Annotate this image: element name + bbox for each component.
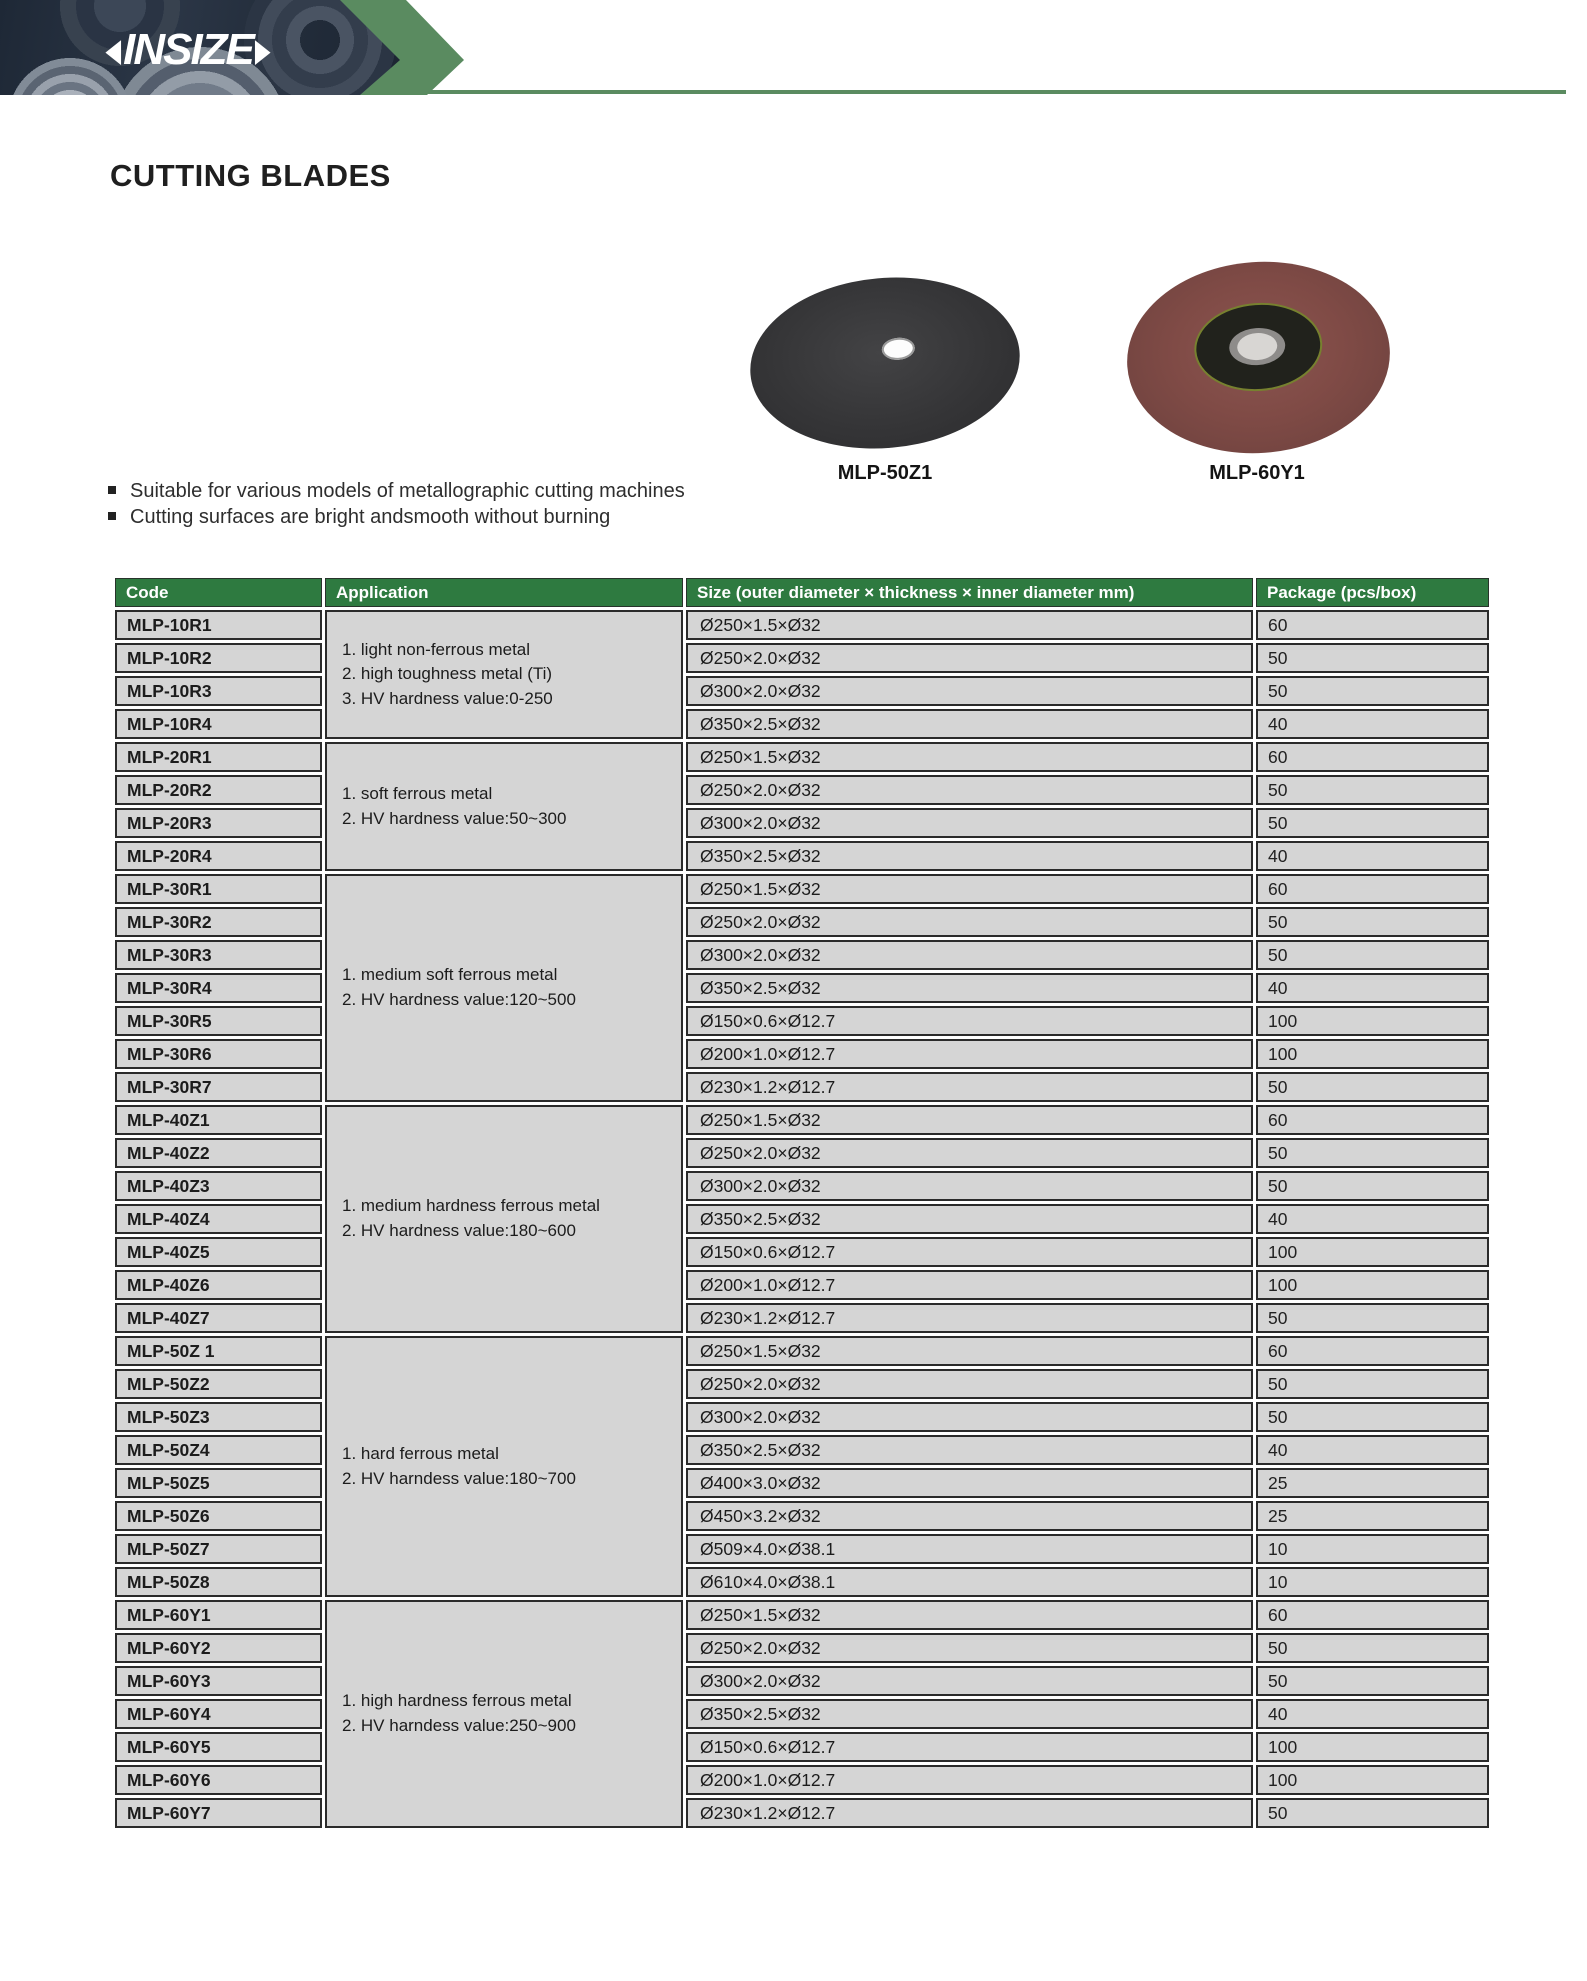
code-cell: MLP-50Z2 — [115, 1369, 322, 1399]
table-row — [115, 1633, 1489, 1663]
code-cell: MLP-50Z6 — [115, 1501, 322, 1531]
size-cell: Ø300×2.0×Ø32 — [686, 1666, 1253, 1696]
size-cell: Ø350×2.5×Ø32 — [686, 709, 1253, 739]
bullet-item — [108, 504, 685, 530]
code-cell: MLP-60Y2 — [115, 1633, 322, 1663]
application-line: 1. soft ferrous metal — [342, 783, 493, 803]
size-cell: Ø150×0.6×Ø12.7 — [686, 1237, 1253, 1267]
package-cell: 50 — [1256, 676, 1489, 706]
size-cell: Ø200×1.0×Ø12.7 — [686, 1039, 1253, 1069]
code-cell: MLP-40Z7 — [115, 1303, 322, 1333]
package-cell: 25 — [1256, 1501, 1489, 1531]
size-cell: Ø300×2.0×Ø32 — [686, 1402, 1253, 1432]
table-row — [115, 1567, 1489, 1597]
package-cell: 60 — [1256, 742, 1489, 772]
application-line: 2. HV harndess value:180~700 — [342, 1468, 576, 1488]
table-row — [115, 940, 1489, 970]
size-cell: Ø250×2.0×Ø32 — [686, 1633, 1253, 1663]
package-cell: 40 — [1256, 1204, 1489, 1234]
size-cell: Ø350×2.5×Ø32 — [686, 1435, 1253, 1465]
size-cell: Ø250×2.0×Ø32 — [686, 643, 1253, 673]
application-line: 1. medium soft ferrous metal — [342, 965, 558, 985]
bullet-text: Suitable for various models of metallographic cutting machines — [130, 480, 685, 502]
code-cell: MLP-30R2 — [115, 907, 322, 937]
size-cell: Ø230×1.2×Ø12.7 — [686, 1072, 1253, 1102]
code-cell: MLP-50Z3 — [115, 1402, 322, 1432]
table-row — [115, 1039, 1489, 1069]
table-row — [115, 1402, 1489, 1432]
table-row — [115, 1171, 1489, 1201]
code-cell: MLP-40Z1 — [115, 1105, 322, 1135]
application-cell — [325, 742, 683, 871]
package-cell: 50 — [1256, 808, 1489, 838]
logo-wordmark: INSIZE — [123, 25, 253, 74]
code-cell: MLP-60Y5 — [115, 1732, 322, 1762]
package-cell: 60 — [1256, 1336, 1489, 1366]
package-cell: 10 — [1256, 1534, 1489, 1564]
page-title: CUTTING BLADES — [110, 158, 391, 193]
table-row — [115, 1666, 1489, 1696]
table-row — [115, 1435, 1489, 1465]
code-cell: MLP-30R6 — [115, 1039, 322, 1069]
product-label-mlp-60y1: MLP-60Y1 — [1209, 462, 1305, 484]
table-row — [115, 742, 1489, 772]
spec-table-body — [115, 610, 1489, 1828]
size-cell: Ø250×1.5×Ø32 — [686, 874, 1253, 904]
package-cell: 50 — [1256, 1303, 1489, 1333]
code-cell: MLP-10R2 — [115, 643, 322, 673]
size-cell: Ø230×1.2×Ø12.7 — [686, 1798, 1253, 1828]
insize-logo — [88, 24, 288, 76]
code-cell: MLP-30R5 — [115, 1006, 322, 1036]
package-cell: 50 — [1256, 940, 1489, 970]
table-row — [115, 1732, 1489, 1762]
table-row — [115, 1600, 1489, 1630]
size-cell: Ø300×2.0×Ø32 — [686, 676, 1253, 706]
header-rule — [368, 90, 1566, 94]
size-cell: Ø250×1.5×Ø32 — [686, 742, 1253, 772]
package-cell: 50 — [1256, 1633, 1489, 1663]
code-cell: MLP-60Y4 — [115, 1699, 322, 1729]
size-cell: Ø350×2.5×Ø32 — [686, 841, 1253, 871]
bullet-text: Cutting surfaces are bright andsmooth without burning — [130, 506, 611, 528]
package-cell: 100 — [1256, 1270, 1489, 1300]
package-cell: 100 — [1256, 1765, 1489, 1795]
column-header: Application — [325, 578, 683, 607]
size-cell: Ø250×2.0×Ø32 — [686, 1138, 1253, 1168]
code-cell: MLP-10R3 — [115, 676, 322, 706]
table-row — [115, 1798, 1489, 1828]
package-cell: 60 — [1256, 1105, 1489, 1135]
page-header — [0, 0, 1587, 96]
application-line: 1. light non-ferrous metal — [342, 639, 531, 659]
package-cell: 100 — [1256, 1006, 1489, 1036]
application-cell — [325, 1105, 683, 1333]
application-cell — [325, 610, 683, 739]
size-cell: Ø350×2.5×Ø32 — [686, 1699, 1253, 1729]
size-cell: Ø250×2.0×Ø32 — [686, 907, 1253, 937]
application-cell — [325, 1600, 683, 1828]
package-cell: 60 — [1256, 610, 1489, 640]
square-bullet-icon — [108, 512, 116, 520]
spec-table-head-row — [115, 578, 1489, 607]
column-header: Size (outer diameter × thickness × inner diameter mm) — [686, 578, 1253, 607]
code-cell: MLP-20R1 — [115, 742, 322, 772]
application-line: 2. HV hardness value:50~300 — [342, 808, 567, 828]
size-cell: Ø300×2.0×Ø32 — [686, 808, 1253, 838]
size-cell: Ø200×1.0×Ø12.7 — [686, 1270, 1253, 1300]
size-cell: Ø200×1.0×Ø12.7 — [686, 1765, 1253, 1795]
package-cell: 60 — [1256, 1600, 1489, 1630]
package-cell: 100 — [1256, 1039, 1489, 1069]
package-cell: 50 — [1256, 1072, 1489, 1102]
code-cell: MLP-10R1 — [115, 610, 322, 640]
size-cell: Ø450×3.2×Ø32 — [686, 1501, 1253, 1531]
code-cell: MLP-50Z5 — [115, 1468, 322, 1498]
code-cell: MLP-50Z8 — [115, 1567, 322, 1597]
size-cell: Ø300×2.0×Ø32 — [686, 1171, 1253, 1201]
package-cell: 50 — [1256, 1666, 1489, 1696]
column-header: Code — [115, 578, 322, 607]
table-row — [115, 973, 1489, 1003]
package-cell: 50 — [1256, 907, 1489, 937]
application-line: 1. high hardness ferrous metal — [342, 1691, 572, 1711]
package-cell: 50 — [1256, 1138, 1489, 1168]
package-cell: 40 — [1256, 841, 1489, 871]
size-cell: Ø300×2.0×Ø32 — [686, 940, 1253, 970]
application-cell — [325, 1336, 683, 1597]
application-line: 2. HV hardness value:180~600 — [342, 1221, 576, 1240]
code-cell: MLP-50Z7 — [115, 1534, 322, 1564]
application-line: 1. hard ferrous metal — [342, 1443, 499, 1463]
code-cell: MLP-40Z5 — [115, 1237, 322, 1267]
size-cell: Ø150×0.6×Ø12.7 — [686, 1732, 1253, 1762]
table-row — [115, 1501, 1489, 1531]
table-row — [115, 775, 1489, 805]
size-cell: Ø250×1.5×Ø32 — [686, 610, 1253, 640]
size-cell: Ø250×1.5×Ø32 — [686, 1105, 1253, 1135]
code-cell: MLP-60Y7 — [115, 1798, 322, 1828]
code-cell: MLP-60Y1 — [115, 1600, 322, 1630]
code-cell: MLP-30R1 — [115, 874, 322, 904]
package-cell: 40 — [1256, 1699, 1489, 1729]
code-cell: MLP-20R2 — [115, 775, 322, 805]
package-cell: 40 — [1256, 1435, 1489, 1465]
size-cell: Ø610×4.0×Ø38.1 — [686, 1567, 1253, 1597]
size-cell: Ø150×0.6×Ø12.7 — [686, 1006, 1253, 1036]
code-cell: MLP-40Z6 — [115, 1270, 322, 1300]
table-row — [115, 1336, 1489, 1366]
package-cell: 40 — [1256, 709, 1489, 739]
size-cell: Ø250×2.0×Ø32 — [686, 1369, 1253, 1399]
table-row — [115, 1105, 1489, 1135]
table-row — [115, 1204, 1489, 1234]
bullet-item — [108, 478, 685, 504]
application-line: 1. medium hardness ferrous metal — [342, 1196, 600, 1216]
package-cell: 60 — [1256, 874, 1489, 904]
code-cell: MLP-30R7 — [115, 1072, 322, 1102]
table-row — [115, 1006, 1489, 1036]
application-line: 3. HV hardness value:0-250 — [342, 688, 553, 708]
product-image-cutting-blade-black — [743, 267, 1027, 460]
package-cell: 100 — [1256, 1237, 1489, 1267]
spec-table-head — [115, 578, 1489, 607]
package-cell: 50 — [1256, 1402, 1489, 1432]
square-bullet-icon — [108, 486, 116, 494]
table-row — [115, 1303, 1489, 1333]
product-label-mlp-50z1: MLP-50Z1 — [837, 462, 933, 484]
table-row — [115, 610, 1489, 640]
code-cell: MLP-60Y6 — [115, 1765, 322, 1795]
table-row — [115, 874, 1489, 904]
table-row — [115, 676, 1489, 706]
spec-table — [112, 575, 1492, 1831]
table-row — [115, 1534, 1489, 1564]
logo-right-arrow-icon: ► — [249, 25, 276, 74]
code-cell: MLP-40Z4 — [115, 1204, 322, 1234]
code-cell: MLP-60Y3 — [115, 1666, 322, 1696]
package-cell: 50 — [1256, 1171, 1489, 1201]
blade-center-hole — [881, 336, 916, 361]
logo-left-arrow-icon: ◄ — [100, 25, 127, 74]
table-row — [115, 907, 1489, 937]
application-line: 2. HV hardness value:120~500 — [342, 990, 576, 1009]
table-row — [115, 1699, 1489, 1729]
table-row — [115, 808, 1489, 838]
table-row — [115, 841, 1489, 871]
package-cell: 100 — [1256, 1732, 1489, 1762]
table-row — [115, 1468, 1489, 1498]
code-cell: MLP-20R4 — [115, 841, 322, 871]
table-row — [115, 1369, 1489, 1399]
size-cell: Ø400×3.0×Ø32 — [686, 1468, 1253, 1498]
application-cell — [325, 874, 683, 1102]
package-cell: 25 — [1256, 1468, 1489, 1498]
size-cell: Ø509×4.0×Ø38.1 — [686, 1534, 1253, 1564]
package-cell: 50 — [1256, 1369, 1489, 1399]
table-row — [115, 643, 1489, 673]
code-cell: MLP-50Z4 — [115, 1435, 322, 1465]
application-line: 2. HV harndess value:250~900 — [342, 1716, 576, 1735]
package-cell: 40 — [1256, 973, 1489, 1003]
application-line: 2. high toughness metal (Ti) — [342, 664, 553, 684]
feature-bullets — [108, 478, 685, 530]
table-row — [115, 1765, 1489, 1795]
package-cell: 10 — [1256, 1567, 1489, 1597]
code-cell: MLP-50Z 1 — [115, 1336, 322, 1366]
size-cell: Ø250×1.5×Ø32 — [686, 1600, 1253, 1630]
code-cell: MLP-40Z3 — [115, 1171, 322, 1201]
table-row — [115, 709, 1489, 739]
code-cell: MLP-30R4 — [115, 973, 322, 1003]
table-row — [115, 1138, 1489, 1168]
size-cell: Ø350×2.5×Ø32 — [686, 1204, 1253, 1234]
size-cell: Ø250×2.0×Ø32 — [686, 775, 1253, 805]
size-cell: Ø250×1.5×Ø32 — [686, 1336, 1253, 1366]
package-cell: 50 — [1256, 643, 1489, 673]
size-cell: Ø350×2.5×Ø32 — [686, 973, 1253, 1003]
size-cell: Ø230×1.2×Ø12.7 — [686, 1303, 1253, 1333]
code-cell: MLP-40Z2 — [115, 1138, 322, 1168]
column-header: Package (pcs/box) — [1256, 578, 1489, 607]
product-image-cutting-blade-maroon — [1121, 253, 1397, 462]
code-cell: MLP-20R3 — [115, 808, 322, 838]
package-cell: 50 — [1256, 775, 1489, 805]
code-cell: MLP-10R4 — [115, 709, 322, 739]
table-row — [115, 1072, 1489, 1102]
table-row — [115, 1270, 1489, 1300]
table-row — [115, 1237, 1489, 1267]
package-cell: 50 — [1256, 1798, 1489, 1828]
code-cell: MLP-30R3 — [115, 940, 322, 970]
